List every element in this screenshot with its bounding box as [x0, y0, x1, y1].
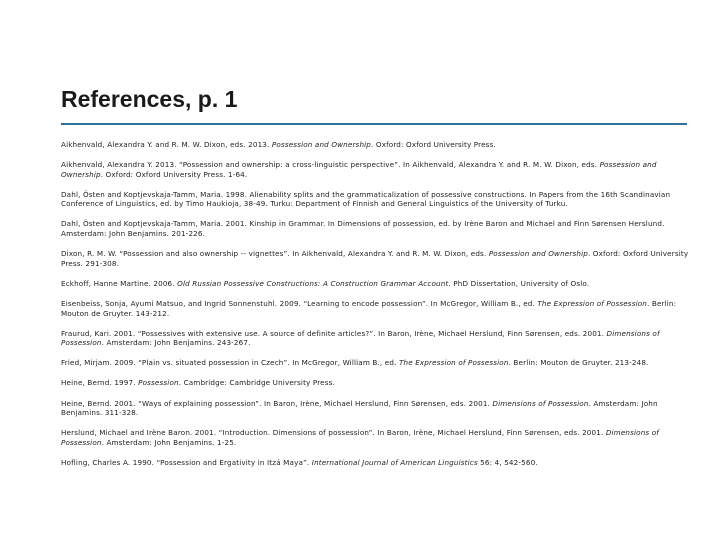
reference-entry	[61, 458, 689, 468]
reference-entry	[61, 219, 689, 238]
reference-title: Dimensions of Possession	[61, 428, 659, 447]
reference-text: . Berlin: Mouton de Gruyter. 213-248.	[508, 358, 649, 368]
reference-text: Eisenbeiss, Sonja, Ayumi Matsuo, and Ingrid Sonnenstuhl. 2009. “Learning to encode possession”. In McGregor, William B., ed.	[61, 298, 538, 308]
reference-entry	[61, 428, 689, 447]
reference-title: Possession and Ownership	[61, 160, 657, 179]
reference-text: . Amsterdam: John Benjamins. 1-25.	[101, 437, 237, 447]
reference-title: Possession and Ownership	[271, 140, 372, 149]
reference-title: Dimensions of Possession	[492, 398, 589, 408]
reference-entry	[61, 190, 689, 209]
reference-text: Herslund, Michael and Irène Baron. 2001. “Introduction. Dimensions of possession”. In Baron, Irène, Michael Herslund, Finn Sørensen, eds. 2001.	[61, 428, 606, 438]
reference-text: Heine, Bernd. 1997.	[61, 378, 139, 388]
title-underline	[61, 123, 687, 125]
reference-title: Possession and Ownership	[488, 249, 588, 259]
reference-list	[61, 140, 689, 467]
reference-title: International Journal of American Linguistics	[311, 457, 478, 467]
reference-text: . PhD Dissertation, University of Oslo.	[448, 278, 590, 288]
reference-text: Fried, Mirjam. 2009. “Plain vs. situated possession in Czech”. In McGregor, William B., ed.	[61, 358, 399, 368]
reference-text: . Oxford: Oxford University Press.	[371, 140, 496, 149]
reference-entry	[61, 140, 689, 150]
reference-text: . Oxford: Oxford University Press. 1-64.	[100, 169, 248, 179]
page-title: References, p. 1	[61, 86, 238, 112]
reference-text: . Berlin: Mouton de Gruyter. 143-212.	[61, 298, 677, 318]
reference-text: Dahl, Östen and Koptjevskaja-Tamm, Maria. 1998. Alienability splits and the grammaticalization of possessive constructions. In Papers from the 16th Scandinavian Conference of Linguistics, ed. by Timo Haukioja, 38-49. Turku: Department of Finnish and General Linguistics of the University of Turku.	[61, 189, 671, 209]
reference-text: Aikhenvald, Alexandra Y. 2013. “Possession and ownership: a cross-linguistic perspective”. In Aikhenvald, Alexandra Y. and R. M. W. Dixon, eds.	[61, 160, 600, 170]
reference-text: Eckhoff, Hanne Martine. 2006.	[61, 278, 178, 288]
reference-text: Fraurud, Kari. 2001. “Possessives with extensive use. A source of definite articles?”. In Baron, Irène, Michael Herslund, Finn Sørensen, eds. 2001.	[61, 328, 607, 338]
reference-title: The Expression of Possession	[537, 298, 647, 308]
reference-text: . Amsterdam: John Benjamins. 243-267.	[101, 338, 251, 348]
reference-entry	[61, 299, 689, 318]
reference-text: Hofling, Charles A. 1990. “Possession and Ergativity in Itzá Maya”.	[61, 457, 312, 467]
reference-title: The Expression of Possession	[398, 358, 509, 368]
reference-title: Old Russian Possessive Constructions: A Construction Grammar Account	[177, 278, 449, 288]
reference-title: Possession	[138, 378, 179, 388]
reference-entry	[61, 329, 689, 348]
reference-text: . Cambridge: Cambridge University Press.	[178, 378, 335, 388]
reference-text: Heine, Bernd. 2001. “Ways of explaining possession”. In Baron, Irène, Michael Herslund, Finn Sørensen, eds. 2001.	[61, 398, 493, 408]
reference-entry	[61, 399, 689, 418]
reference-entry	[61, 358, 689, 368]
reference-title: Dimensions of Possession	[61, 328, 660, 348]
reference-text: Aikhenvald, Alexandra Y. and R. M. W. Dixon, eds. 2013.	[61, 140, 272, 149]
reference-entry	[61, 249, 689, 268]
reference-entry	[61, 378, 689, 388]
reference-text: . Oxford: Oxford University Press. 291-308.	[61, 249, 689, 268]
reference-entry	[61, 279, 689, 289]
reference-text: Dixon, R. M. W. “Possession and also ownership -- vignettes”. In Aikhenvald, Alexandra Y. and R. M. W. Dixon, eds.	[61, 249, 489, 259]
reference-entry	[61, 160, 689, 179]
reference-text: . Amsterdam: John Benjamins. 311-328.	[61, 398, 658, 418]
reference-text: 56: 4, 542-560.	[477, 457, 538, 467]
reference-text: Dahl, Östen and Koptjevskaja-Tamm, Maria. 2001. Kinship in Grammar. In Dimensions of possession, ed. by Irène Baron and Michael and Finn Sørensen Herslund. Amsterdam: John Benjamins. 201-226.	[61, 219, 665, 239]
